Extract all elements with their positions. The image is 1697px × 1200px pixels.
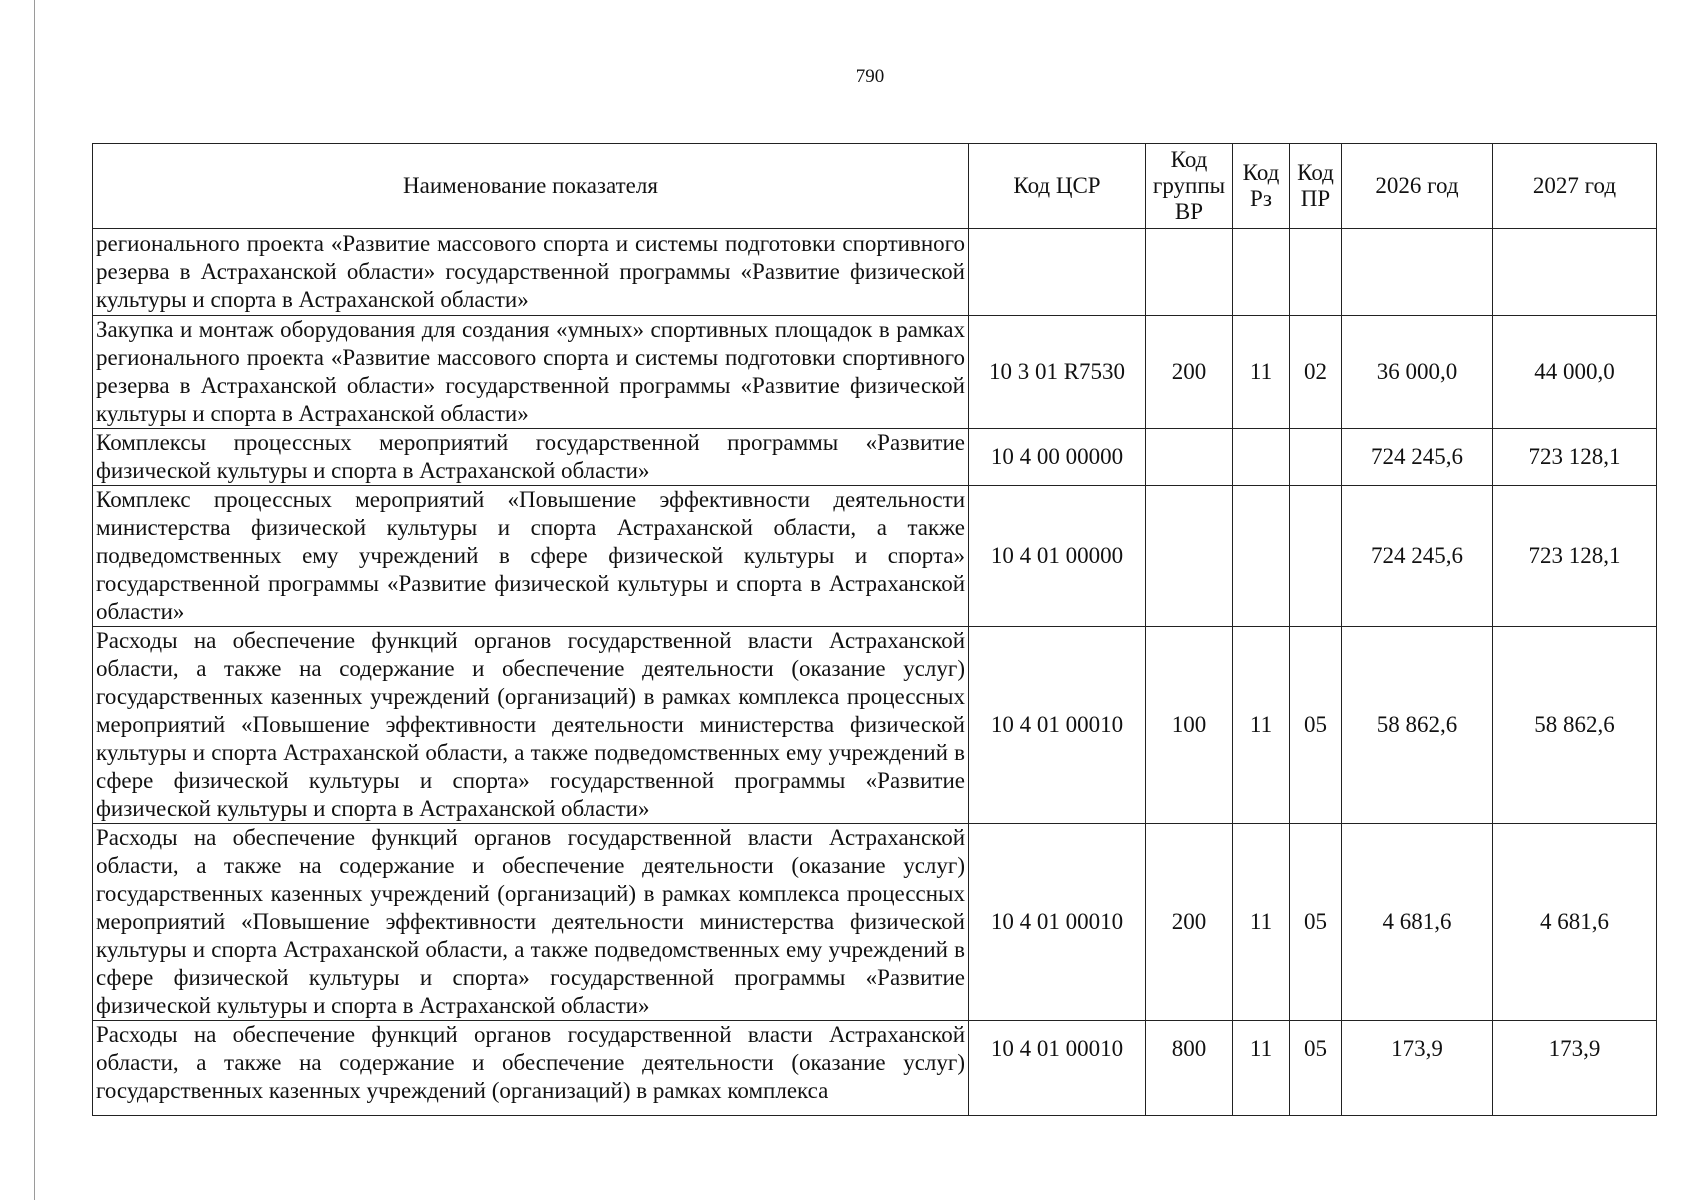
row-csr: 10 4 01 00000 (969, 486, 1146, 627)
row-pr (1290, 486, 1342, 627)
row-rz (1233, 229, 1290, 316)
table-row (93, 627, 1657, 824)
row-vr (1146, 229, 1233, 316)
row-pr: 02 (1290, 316, 1342, 429)
row-2027: 58 862,6 (1493, 627, 1657, 824)
row-2026: 36 000,0 (1342, 316, 1493, 429)
header-vr: Код группы ВР (1146, 144, 1233, 229)
row-rz: 11 (1233, 824, 1290, 1021)
table-row (93, 316, 1657, 429)
row-vr: 100 (1146, 627, 1233, 824)
row-2027: 4 681,6 (1493, 824, 1657, 1021)
row-2027: 723 128,1 (1493, 429, 1657, 486)
row-2026: 4 681,6 (1342, 824, 1493, 1021)
row-2026: 173,9 (1342, 1021, 1493, 1116)
row-2027: 723 128,1 (1493, 486, 1657, 627)
table-row (93, 486, 1657, 627)
header-2026: 2026 год (1342, 144, 1493, 229)
row-2026: 724 245,6 (1342, 429, 1493, 486)
row-rz (1233, 429, 1290, 486)
row-csr: 10 4 01 00010 (969, 1021, 1146, 1116)
scan-margin-line (34, 0, 35, 1200)
row-name: Комплекс процессных мероприятий «Повышение эффективности деятельности министерства физической культуры и спорта Астраханской области, а также подведомственных ему учреждений в сфере физической культуры и спорта» государственной программы «Развитие физической культуры и спорта в Астраханской области» (93, 486, 969, 627)
row-csr: 10 3 01 R7530 (969, 316, 1146, 429)
header-name: Наименование показателя (93, 144, 969, 229)
header-pr: Код ПР (1290, 144, 1342, 229)
row-vr: 200 (1146, 316, 1233, 429)
row-2027 (1493, 229, 1657, 316)
row-csr (969, 229, 1146, 316)
row-name: Расходы на обеспечение функций органов государственной власти Астраханской области, а также на содержание и обеспечение деятельности (оказание услуг) государственных казенных учреждений (организаций) в рамках комплекса (93, 1021, 969, 1116)
page-number: 790 (855, 66, 885, 87)
header-rz: Код Рз (1233, 144, 1290, 229)
row-rz: 11 (1233, 316, 1290, 429)
table-row (93, 1021, 1657, 1116)
row-2027: 44 000,0 (1493, 316, 1657, 429)
row-pr (1290, 429, 1342, 486)
row-vr (1146, 486, 1233, 627)
row-pr (1290, 229, 1342, 316)
table-row (93, 824, 1657, 1021)
row-name: Расходы на обеспечение функций органов государственной власти Астраханской области, а также на содержание и обеспечение деятельности (оказание услуг) государственных казенных учреждений (организаций) в рамках комплекса процессных мероприятий «Повышение эффективности деятельности министерства физической культуры и спорта Астраханской области, а также подведомственных ему учреждений в сфере физической культуры и спорта» государственной программы «Развитие физической культуры и спорта в Астраханской области» (93, 824, 969, 1021)
row-name: регионального проекта «Развитие массового спорта и системы подготовки спортивного резерва в Астраханской области» государственной программы «Развитие физической культуры и спорта в Астраханской области» (93, 229, 969, 316)
header-csr: Код ЦСР (969, 144, 1146, 229)
row-name: Комплексы процессных мероприятий государственной программы «Развитие физической культуры и спорта в Астраханской области» (93, 429, 969, 486)
row-2026: 58 862,6 (1342, 627, 1493, 824)
row-vr: 800 (1146, 1021, 1233, 1116)
row-2026 (1342, 229, 1493, 316)
budget-table (92, 143, 1657, 1116)
row-pr: 05 (1290, 627, 1342, 824)
table-header-row (93, 144, 1657, 229)
row-rz: 11 (1233, 627, 1290, 824)
row-rz: 11 (1233, 1021, 1290, 1116)
row-csr: 10 4 00 00000 (969, 429, 1146, 486)
table-row (93, 229, 1657, 316)
row-name: Закупка и монтаж оборудования для создания «умных» спортивных площадок в рамках регионального проекта «Развитие массового спорта и системы подготовки спортивного резерва в Астраханской области» государственной программы «Развитие физической культуры и спорта в Астраханской области» (93, 316, 969, 429)
row-pr: 05 (1290, 824, 1342, 1021)
row-vr: 200 (1146, 824, 1233, 1021)
row-name: Расходы на обеспечение функций органов государственной власти Астраханской области, а также на содержание и обеспечение деятельности (оказание услуг) государственных казенных учреждений (организаций) в рамках комплекса процессных мероприятий «Повышение эффективности деятельности министерства физической культуры и спорта Астраханской области, а также подведомственных ему учреждений в сфере физической культуры и спорта» государственной программы «Развитие физической культуры и спорта в Астраханской области» (93, 627, 969, 824)
row-csr: 10 4 01 00010 (969, 824, 1146, 1021)
row-vr (1146, 429, 1233, 486)
row-rz (1233, 486, 1290, 627)
header-2027: 2027 год (1493, 144, 1657, 229)
row-pr: 05 (1290, 1021, 1342, 1116)
row-2026: 724 245,6 (1342, 486, 1493, 627)
table-row (93, 429, 1657, 486)
row-csr: 10 4 01 00010 (969, 627, 1146, 824)
row-2027: 173,9 (1493, 1021, 1657, 1116)
